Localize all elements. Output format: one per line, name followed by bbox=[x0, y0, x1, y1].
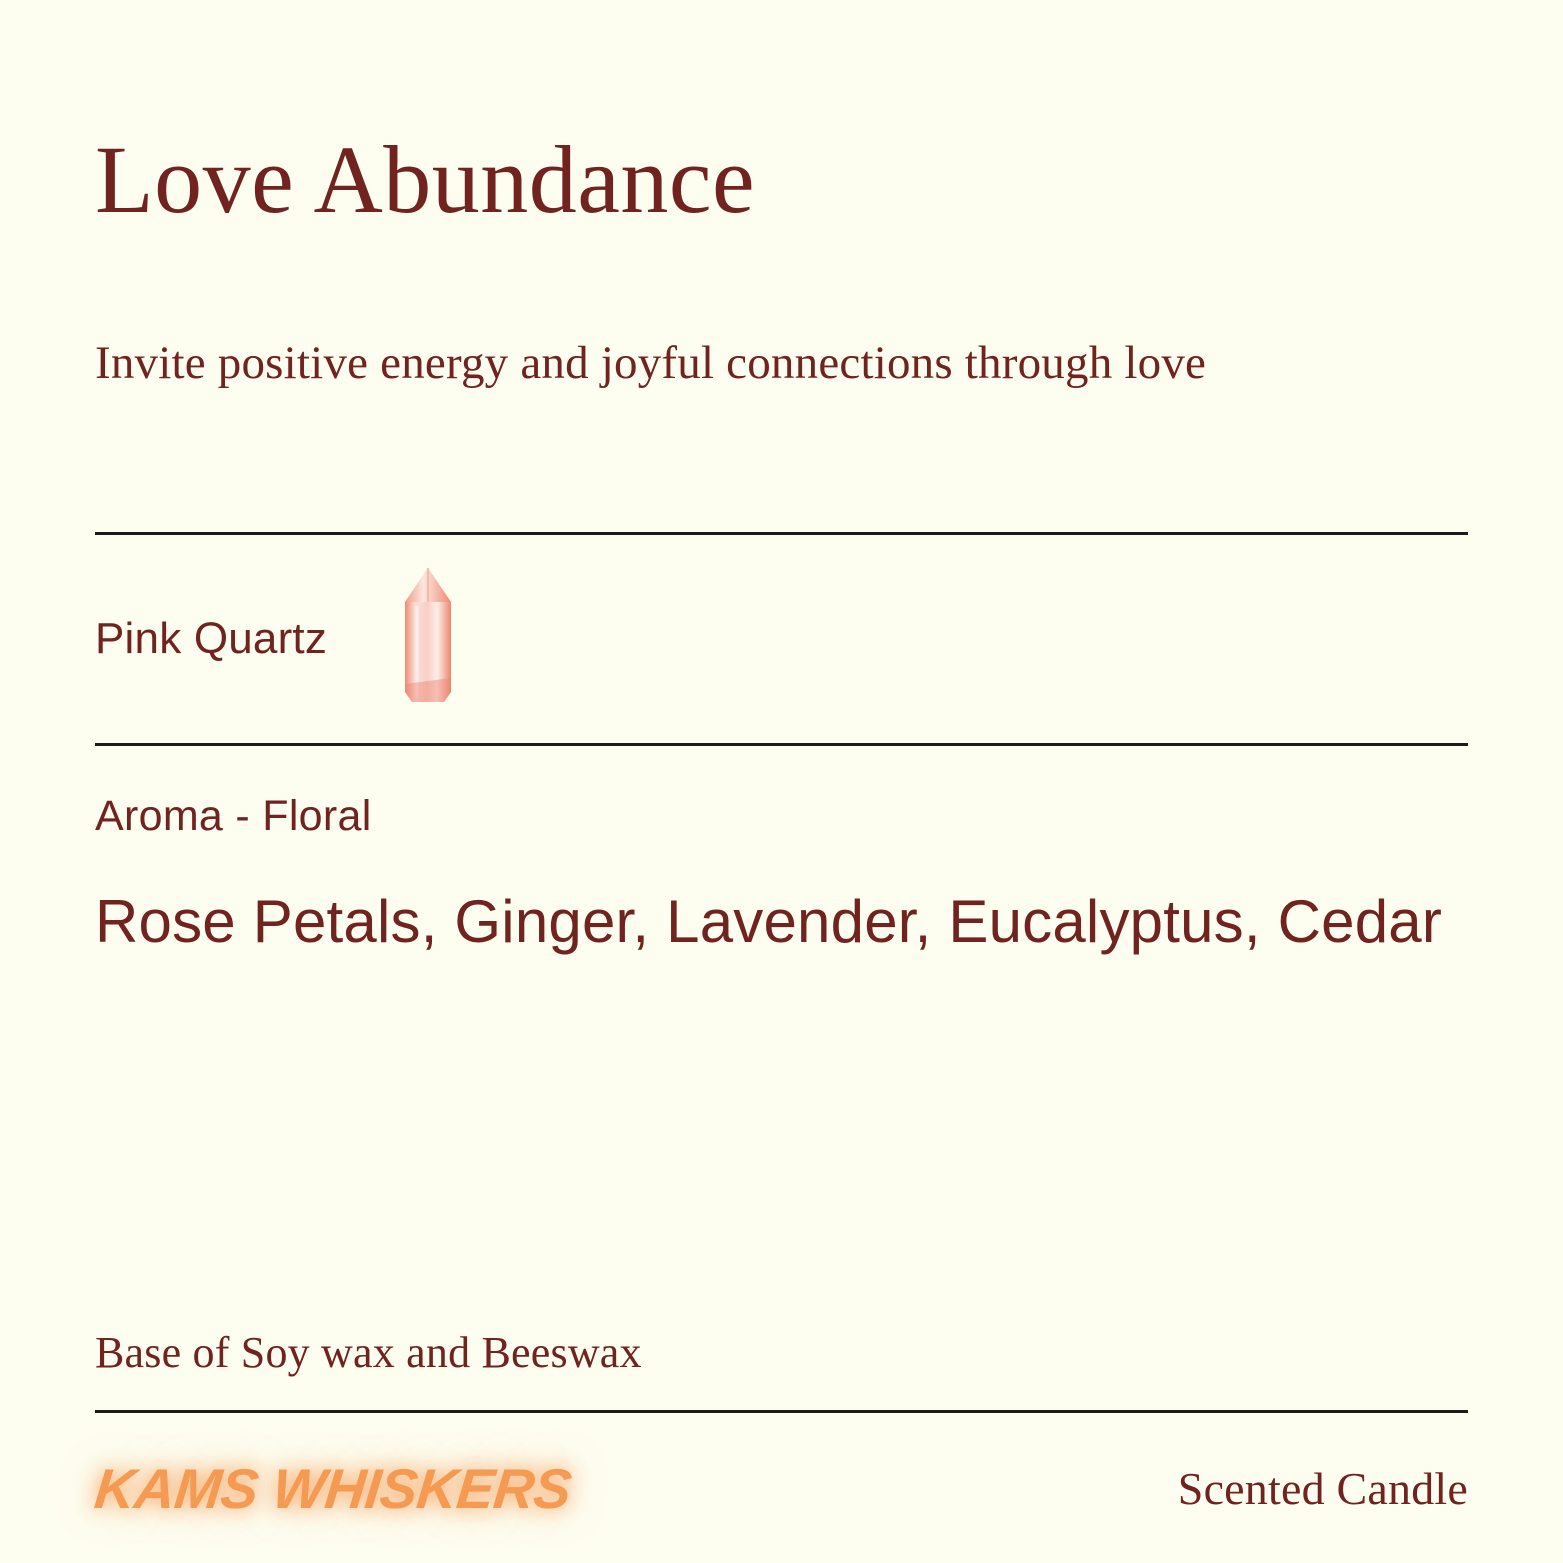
aroma-notes: Rose Petals, Ginger, Lavender, Eucalyptus, Cedar bbox=[95, 887, 1443, 955]
product-type: Scented Candle bbox=[1177, 1462, 1468, 1514]
product-subtitle: Invite positive energy and joyful connections through love bbox=[95, 336, 1207, 389]
crystal-row bbox=[95, 535, 1468, 743]
base-composition: Base of Soy wax and Beeswax bbox=[95, 1328, 642, 1377]
layout-spacer bbox=[95, 956, 1468, 1327]
aroma-type-label: Aroma - Floral bbox=[95, 791, 372, 840]
crystal-name: Pink Quartz bbox=[95, 613, 328, 663]
brand-logo: KAMS WHISKERS bbox=[91, 1456, 575, 1520]
crystal-point-icon bbox=[399, 566, 457, 711]
page-title: Love Abundance bbox=[95, 126, 756, 233]
footer bbox=[91, 1413, 1468, 1563]
